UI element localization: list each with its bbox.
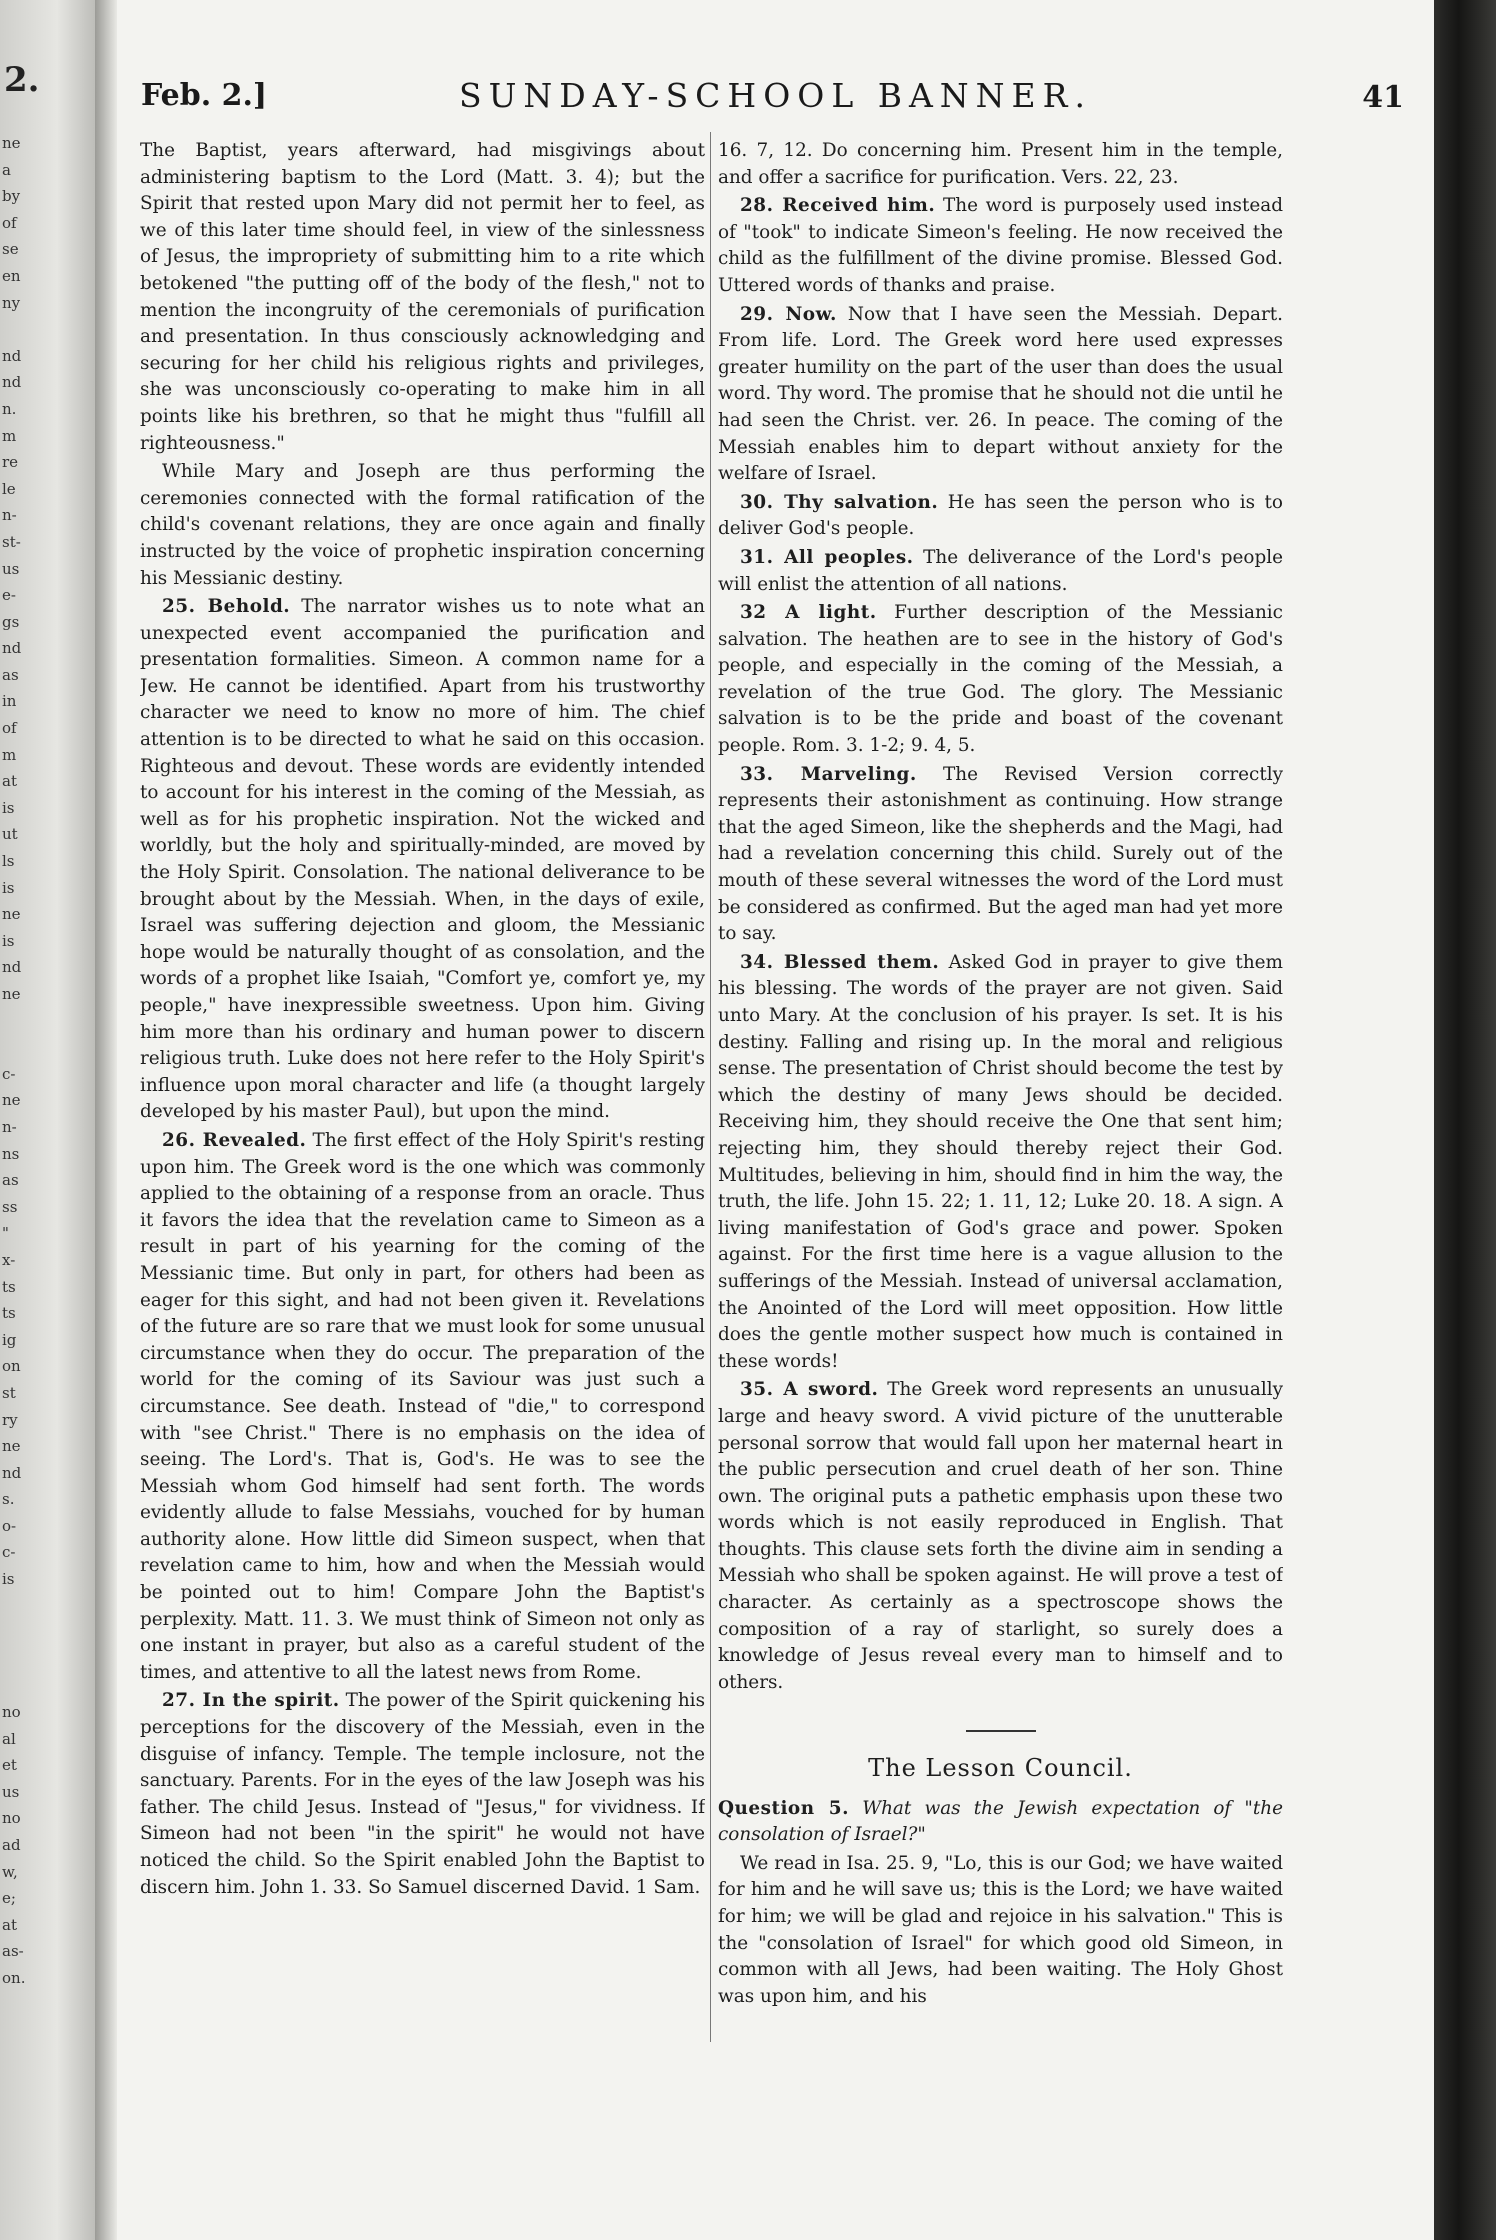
fragment-line: w, (2, 1862, 18, 1881)
fragment-line: " (2, 1224, 9, 1243)
fragment-line: en (2, 266, 21, 285)
fragment-line: ne (2, 134, 21, 152)
verse-heading: 31. All peoples. (740, 546, 914, 568)
paragraph (718, 302, 1283, 488)
fragment-line: nd (2, 373, 22, 392)
fragment-line: is (2, 878, 15, 897)
verse-heading: 32 A light. (740, 602, 877, 624)
paragraph-text: Now that I have seen the Messiah. Depart. From life. Lord. The Greek word here used expresses greater humility on the part of the user than does the usual word. Thy word. The promise that he should not die until he had seen the Christ. ver. 26. In peace. The coming of the Messiah enables him to depart without anxiety for the welfare of Israel. (718, 303, 1283, 485)
right-column (718, 138, 1283, 2038)
fragment-line: c- (2, 1064, 16, 1083)
fragment-line: ny (2, 293, 21, 312)
fragment-line: re (2, 453, 19, 472)
fragment-line: is (2, 1570, 15, 1589)
fragment-line: ts (2, 1277, 16, 1296)
paragraph-text: The Baptist, years afterward, had misgivings about administering baptism to the Lord (Matt. 3. 4); but the Spirit that rested upon Mary did not permit her to feel, as we of this later time should feel, in view of the sinlessness of Jesus, the impropriety of submitting him to a rite which betokened "the putting off of the body of the flesh," not to mention the incongruity of the ceremonials of purification and presentation. In thus consciously acknowledging and securing for her child his religious rights and privileges, she was unconsciously co-operating to make him in all points like his brethren, so that he might thus "fulfill all righteousness." (140, 140, 705, 454)
previous-page-fragments (2, 130, 24, 1992)
paragraph (718, 545, 1283, 598)
fragment-line: is (2, 931, 15, 950)
fragment-line (2, 1619, 24, 1646)
paragraph-text: The word is purposely used instead of "took" to indicate Simeon's feeling. He now received the child as the fulfillment of the divine promise. Blessed God. Uttered words of thanks and praise. (718, 195, 1283, 296)
previous-page-number: 2. (4, 60, 40, 100)
fragment-line: ry (2, 1410, 18, 1429)
verse-heading: 35. A sword. (740, 1379, 879, 1401)
page-edge-shadow (1434, 0, 1496, 2240)
fragment-line: us (2, 559, 20, 578)
verse-heading: 30. Thy salvation. (740, 491, 939, 513)
fragment-line: at (2, 1915, 17, 1934)
paragraph (718, 1377, 1283, 1696)
fragment-line: ne (2, 1091, 21, 1110)
paragraph (718, 600, 1283, 760)
paragraph-text: The Revised Version correctly represents their astonishment as continuing. How strange that the aged Simeon, like the shepherds and the Magi, had had a revelation concerning this child. Surely out of the mouth of these several witnesses the word of the Lord must be considered as confirmed. But the aged man had yet more to say. (718, 763, 1283, 945)
paragraph (140, 594, 705, 1126)
masthead-title: SUNDAY-SCHOOL BANNER. (459, 76, 1092, 115)
paragraph-text: Further description of the Messianic salvation. The heathen are to see in the history of God's people, and especially in the coming of the Messiah, a revelation of the true God. The glory. The Messianic salvation is to be the pride and boast of the covenant people. Rom. 3. 1-2; 9. 4, 5. (718, 602, 1283, 757)
fragment-line: ne (2, 1437, 21, 1456)
fragment-line: ss (2, 1197, 18, 1216)
fragment-line: m (2, 745, 17, 764)
fragment-line: of (2, 213, 17, 232)
fragment-line: al (2, 1729, 16, 1748)
fragment-line: n- (2, 1117, 17, 1136)
paragraph-text: The narrator wishes us to note what an unexpected event accompanied the purification and presentation formalities. Simeon. A common name for a Jew. He cannot be identified. Apart from his trustworthy character we need to know no more of him. The chief attention is to be directed to what he said on this occasion. Righteous and devout. These words are evidently intended to account for his interest in the coming of the Messiah, as well as for his prophetic inspiration. Not the wicked and worldly, but the holy and spiritually-minded, are moved by the Holy Spirit. Consolation. The national deliverance to be brought about by the Messiah. When, in the days of exile, Israel was suffering dejection and gloom, the Messianic hope would be naturally thought of as consolation, and the words of a prophet like Isaiah, "Comfort ye, comfort ye, my people," have inexpressible sweetness. Upon him. Giving him more than his ordinary and human power to discern religious truth. Luke does not here refer to the Holy Spirit's influence upon moral character and life (a thought largely developed by his master Paul), but upon the mind. (140, 596, 705, 1123)
paragraph (140, 1688, 705, 1901)
paragraph-text: He has seen the person who is to deliver God's people. (718, 491, 1283, 540)
fragment-line: us (2, 1782, 20, 1801)
fragment-line: as- (2, 1942, 24, 1961)
fragment-line: no (2, 1703, 21, 1722)
paragraph-text: The Greek word represents an unusually large and heavy sword. A vivid picture of the unutterable personal sorrow that would fall upon her maternal heart in the public persecution and cruel death of her son. Thine own. The original puts a pathetic emphasis upon these two words which is not easily reproduced in English. That thoughts. This clause sets forth the divine aim in sending a Messiah who shall be spoken against. He will prove a test of character. As certainly as a spectroscope shows the composition of a ray of starlight, so surely does a knowledge of Jesus reveal every man to himself and to others. (718, 1379, 1283, 1693)
fragment-line (2, 1008, 24, 1035)
fragment-line: ig (2, 1330, 17, 1349)
fragment-line: as (2, 1171, 19, 1190)
verse-heading: 29. Now. (740, 303, 837, 325)
fragment-line (2, 1034, 24, 1061)
fragment-line: nd (2, 639, 22, 658)
fragment-line (2, 316, 24, 343)
newspaper-page (117, 0, 1434, 2240)
fragment-line: nd (2, 346, 22, 365)
column-rule (710, 132, 711, 2042)
fragment-line: e; (2, 1889, 16, 1908)
paragraph (140, 1128, 705, 1686)
fragment-line: nd (2, 1463, 22, 1482)
paragraph-text: The power of the Spirit quickening his perceptions for the discovery of the Messiah, even in the disguise of infancy. Temple. The temple inclosure, not the sanctuary. Parents. For in the eyes of the law Joseph was his father. The child Jesus. Instead of "Jesus," for vividness. If Simeon had not been "in the spirit" he would not have noticed the child. So the Spirit enabled John the Baptist to discern him. John 1. 33. So Samuel discerned David. 1 Sam. (140, 1690, 705, 1898)
lesson-council-title: The Lesson Council. (868, 1754, 1133, 1783)
question-text: What was the Jewish expectation of "the consolation of Israel?" (718, 1797, 1283, 1846)
paragraph (718, 138, 1283, 191)
fragment-line: in (2, 692, 17, 711)
paragraph (140, 138, 705, 457)
fragment-line (2, 1646, 24, 1673)
lesson-question (718, 1796, 1283, 1849)
previous-page-edge (0, 0, 95, 2240)
fragment-line: by (2, 187, 21, 206)
fragment-line: n- (2, 506, 17, 525)
fragment-line: of (2, 719, 17, 738)
paragraph-text: 16. 7, 12. Do concerning him. Present him in the temple, and offer a sacrifice for purification. Vers. 22, 23. (718, 140, 1283, 188)
fragment-line (2, 1593, 24, 1620)
fragment-line: ne (2, 985, 21, 1003)
question-label: Question 5. (718, 1797, 849, 1819)
paragraph (718, 762, 1283, 948)
page-header (137, 70, 1414, 120)
fragment-line: ns (2, 1144, 20, 1163)
fragment-line: ad (2, 1836, 21, 1854)
verse-heading: 26. Revealed. (162, 1129, 307, 1151)
fragment-line: le (2, 479, 16, 498)
left-column (140, 138, 705, 2038)
verse-heading: 33. Marveling. (740, 763, 917, 785)
fragment-line: a (2, 160, 11, 179)
question-answer: We read in Isa. 25. 9, "Lo, this is our God; we have waited for him and he will save us; this is the Lord; we have waited for him; we will be glad and rejoice in his salvation." This is the "consolation of Israel" for which good old Simeon, in common with all Jews, had been waiting. The Holy Ghost was upon him, and his (718, 1852, 1283, 2007)
fragment-line: x- (2, 1250, 16, 1269)
fragment-line: ut (2, 825, 18, 844)
fragment-line: ts (2, 1304, 16, 1323)
paragraph (718, 490, 1283, 543)
fragment-line: e- (2, 586, 16, 605)
fragment-line: no (2, 1809, 21, 1828)
paragraph (718, 950, 1283, 1376)
fragment-line: on. (2, 1968, 26, 1987)
fragment-line: on (2, 1357, 21, 1376)
paragraph-text: Asked God in prayer to give them his blessing. The words of the prayer are not given. Said unto Mary. At the conclusion of his prayer. Is set. It is his destiny. Falling and rising up. In the moral and religious sense. The presentation of Christ should become the test by which the destiny of many Jews should be decided. Receiving him, they should receive the One that sent him; rejecting him, they should thereby reject their God. Multitudes, believing in him, should find in him the way, the truth, the life. John 15. 22; 1. 11, 12; Luke 20. 18. A sign. A living manifestation of God's grace and power. Spoken against. For the first time here is a vague allusion to the sufferings of the Messiah. Instead of universal acclamation, the Anointed of the Lord will meet opposition. How little does the gentle mother suspect how much is contained in these words! (718, 951, 1283, 1372)
paragraph-text: The first effect of the Holy Spirit's resting upon him. The Greek word is the one which was commonly applied to the obtaining of a response from an oracle. Thus it favors the idea that the revelation came to Simeon as a result in part of his yearning for the coming of the Messianic time. But only in part, for others had been as eager for this sight, and had not been given it. Revelations of the future are so rare that we must look for some unusual circumstance when they do occur. The preparation of the world for the coming of its Saviour was just such a circumstance. See death. Instead of "die," to correspond with "see Christ." There is no emphasis on the idea of seeing. The Lord's. That is, God's. He was to see the Messiah whom God himself had sent forth. The words evidently allude to false Messiahs, vouched for by human authority alone. How little did Simeon suspect, when that revelation came to him, how and when the Messiah would be pointed out to him! Compare John the Baptist's perplexity. Matt. 11. 3. We must think of Simeon not only as one instant in prayer, but also as a careful student of the times, and attentive to all the latest news from Rome. (140, 1129, 705, 1683)
verse-heading: 25. Behold. (162, 596, 291, 618)
page-number: 41 (1362, 80, 1404, 115)
fragment-line: ls (2, 852, 15, 871)
fragment-line (2, 1672, 24, 1699)
fragment-line: gs (2, 612, 20, 631)
fragment-line: m (2, 426, 17, 445)
fragment-line: st (2, 1383, 16, 1402)
header-date: Feb. 2.] (141, 78, 268, 113)
binding-gutter (95, 0, 117, 2240)
fragment-line: o- (2, 1516, 17, 1535)
paragraph-text: The deliverance of the Lord's people will enlist the attention of all nations. (718, 546, 1283, 595)
paragraph-text: While Mary and Joseph are thus performing the ceremonies connected with the formal ratification of the child's covenant relations, they are once again and finally instructed by the voice of prophetic inspiration concerning his Messianic destiny. (140, 461, 705, 589)
fragment-line: nd (2, 958, 22, 977)
right-column-notes (718, 138, 1283, 1696)
fragment-line: st- (2, 532, 21, 551)
paragraph (718, 193, 1283, 299)
fragment-line: s. (2, 1490, 15, 1509)
section-separator (718, 1714, 1283, 1741)
fragment-line: se (2, 240, 19, 259)
verse-heading: 34. Blessed them. (740, 951, 940, 973)
paragraph (140, 459, 705, 592)
verse-heading: 27. In the spirit. (162, 1690, 340, 1712)
fragment-line: ne (2, 905, 21, 924)
verse-heading: 28. Received him. (740, 195, 936, 217)
fragment-line: is (2, 798, 15, 817)
fragment-line: n. (2, 399, 17, 418)
fragment-line: c- (2, 1543, 16, 1562)
fragment-line: et (2, 1756, 17, 1775)
fragment-line: as (2, 665, 19, 684)
fragment-line: at (2, 772, 17, 791)
